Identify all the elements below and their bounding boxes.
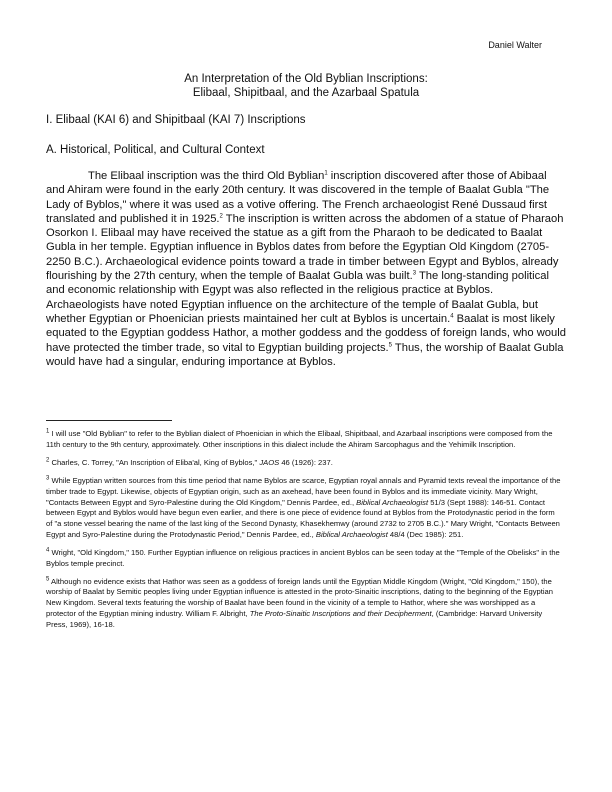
paper-title [0,72,612,100]
footnote-ref-2[interactable]: 2 [219,213,223,220]
footnote-ref-3[interactable]: 3 [412,270,417,277]
body-sentence: The inscription is written across the abdomen of a statue of Pharaoh Osorkon I. Elibaal may have received the statue as a gift from the Pharaoh to be dedicated to Baalat Gubla in her temple. Egyptian influence in Byblos dates from before the Egyptian Old Kingdom (2705-2250 B.C.). Archaeological evidence points toward a trade in timber between Egypt and Byblos, already flourishing by the 27th century, when the temple of Baalat Gubla was built. [46,212,564,283]
body-sentence: The Elibaal inscription was the third Old Byblian [88,170,325,182]
title-line-2: Elibaal, Shipitbaal, and the Azarbaal Spatula [192,87,420,99]
footnote-text: I will use "Old Byblian" to refer to the Byblian dialect of Phoenician in which the Elibaal, Shipitbaal, and Azarbaal inscriptions were composed from the 11th century to the 9th century, approximately. Other inscriptions in this dialect include the Ahiram Sarcophagus and the Yehimilk Inscription. [46,429,553,449]
journal-title: JAOS [259,457,280,467]
footnote-text: Wright, "Old Kingdom," 150. Further Egyptian influence on religious practices in ancient Byblos can be seen today at the "Temple of the Obelisks" in the Byblos temple precinct. [46,547,560,568]
body-sentence: The long-standing political and economic relationship with Egypt was also reflected in the religious practice at Byblos. Archaeologists have noted Egyptian influence on the architecture of the temple of Baalat Gubla, but whether Egyptian or Phoenician priests maintained her cult at Byblos is uncertain. [46,270,549,325]
footnote-4 [46,548,562,569]
footnotes [46,429,562,638]
footnote-2 [46,458,562,469]
footnote-text: 48/4 (Dec 1985): 251. [387,529,464,539]
footnote-3 [46,476,562,540]
subsection-heading: A. Historical, Political, and Cultural Context [46,144,265,156]
body-paragraph [46,169,566,369]
footnote-text: Charles, C. Torrey, "An Inscription of Eliba'al, King of Byblos," [51,457,260,467]
running-header-author: Daniel Walter [488,40,542,50]
journal-title: Biblical Archaeologist [356,497,429,507]
footnote-ref-1[interactable]: 1 [324,170,328,177]
footnote-mark: 3 [46,475,50,482]
section-heading: I. Elibaal (KAI 6) and Shipitbaal (KAI 7) Inscriptions [46,114,306,126]
body-sentence: Baalat is most likely equated to the Egyptian goddess Hathor, a mother goddess and the goddess of foreign lands, who would have protected the timber trade, so vital to Egyptian building projects. [46,312,566,354]
footnote-1 [46,429,562,450]
footnote-divider [46,420,172,421]
footnote-mark: 4 [46,547,50,554]
footnote-ref-5[interactable]: 5 [388,341,392,348]
footnote-5 [46,577,562,631]
footnote-ref-4[interactable]: 4 [450,313,454,320]
body-sentence: inscription discovered after those of Abibaal and Ahiram were found in the early 20th century. It was discovered in the temple of Baalat Gubla "The Lady of Byblos," where it was used as a votive offering. The French archaeologist René Dussaud first translated and published it in 1925. [46,170,550,225]
body-sentence: Thus, the worship of Baalat Gubla would have had a singular, enduring importance at Byblos. [46,341,564,368]
footnote-text: 51/3 (Sept 1988): 146-51. Contact between Egypt and Byblos would have begun even earlier, and there is one piece of evidence found at Byblos from the Protodynastic period in the form of "a stone vessel bearing the name of the last king of the Second Dynasty, Khasekhemwy (around 2732 to 2705 B.C.)." Mary Wright, "Contacts Between Egypt and Syro-Palestine during the Protodynastic Period," Dennis Pardee, ed., [46,497,560,539]
footnote-text: , (Cambridge: Harvard University Press, 1969), 16-18. [46,608,543,629]
journal-title: Biblical Archaeologist [315,529,388,539]
footnote-mark: 2 [46,457,50,464]
footnote-text: 46 (1926): 237. [279,457,333,467]
footnote-text: Although no evidence exists that Hathor was seen as a goddess of foreign lands until the Egyptian Middle Kingdom (Wright, "Old Kingdom," 150), the worship of Baalat by Semitic peoples living under Egyptian influence is attested in the proto-Sinaitic inscriptions, dating to the beginning of the Egyptian New Kingdom. Several texts featuring the worship of Baalat have been found in the vicinity of a temple to Hathor, where she was worshipped as a protector of the Egyptian mining industry. William F. Albright, [46,576,553,618]
title-line-1: An Interpretation of the Old Byblian Inscriptions: [184,73,428,85]
footnote-text: While Egyptian written sources from this time period that name Byblos are scarce, Egyptian royal annals and Pyramid texts reveal the importance of the timber trade to Egypt. Likewise, objects of Egyptian origin, such as an axehead, have been found in Byblos and its immediate vicinity. Mary Wright, "Contacts Between Egypt and Syro-Palestine during the Old Kingdom," Dennis Pardee, ed., [46,476,561,507]
footnote-mark: 5 [46,576,50,583]
footnote-mark: 1 [46,428,50,435]
book-title: The Proto-Sinaitic Inscriptions and their Decipherment [249,608,432,618]
